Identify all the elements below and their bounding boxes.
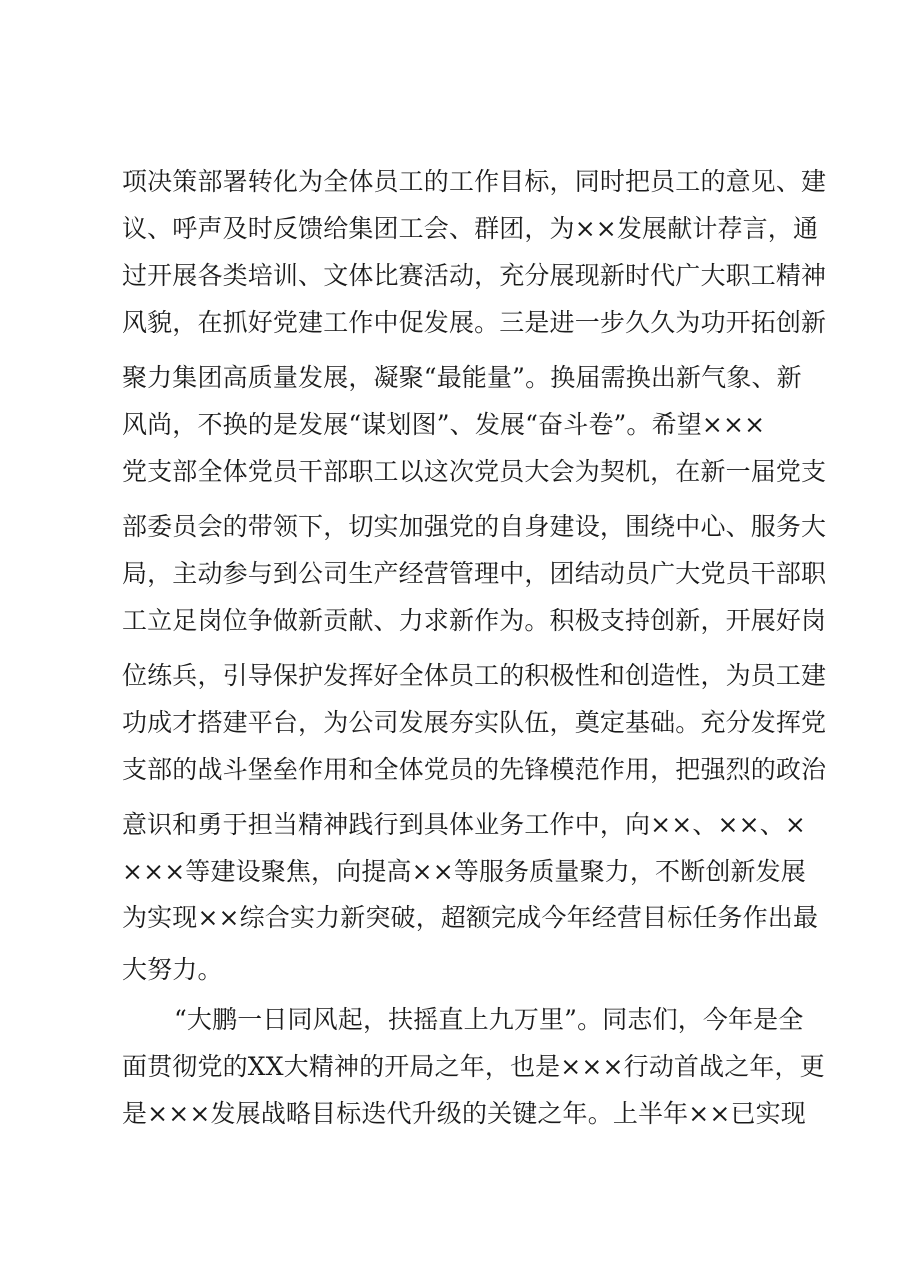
- text-line: 是×××发展战略目标迭代升级的关键之年。上半年××已实现: [122, 1099, 806, 1128]
- text-line: 党支部全体党员干部职工以这次党员大会为契机，在新一届党支: [122, 457, 827, 486]
- text-line: 风貌，在抓好党建工作中促发展。三是进一步久久为功开拓创新: [122, 308, 827, 337]
- text-line: 风尚，不换的是发展“谋划图”、发展“奋斗卷”。希望×××: [122, 410, 766, 439]
- text-line: 过开展各类培训、文体比赛活动，充分展现新时代广大职工精神: [122, 261, 827, 290]
- text-line: 聚力集团高质量发展，凝聚“最能量”。换届需换出新气象、新: [122, 363, 802, 392]
- text-line: 功成才搭建平台，为公司发展夯实队伍，奠定基础。充分发挥党: [122, 708, 827, 737]
- text-line: 工立足岗位争做新贡献、力求新作为。积极支持创新，开展好岗: [122, 606, 827, 635]
- text-line: 为实现××综合实力新突破，超额完成今年经营目标任务作出最: [122, 903, 819, 932]
- text-line: ×××等建设聚焦，向提高××等服务质量聚力，不断创新发展: [122, 857, 806, 886]
- text-line: 项决策部署转化为全体员工的工作目标，同时把员工的意见、建: [122, 167, 827, 196]
- paragraph-first-line: “大鹏一日同风起，扶摇直上九万里”。同志们，今年是全: [174, 1005, 804, 1034]
- text-line: 位练兵，引导保护发挥好全体员工的积极性和创造性，为员工建: [122, 661, 827, 690]
- text-line: 面贯彻党的XX大精神的开局之年，也是×××行动首战之年，更: [122, 1052, 825, 1081]
- text-line: 议、呼声及时反馈给集团工会、群团，为××发展献计荐言，通: [122, 214, 819, 243]
- text-line: 支部的战斗堡垒作用和全体党员的先锋模范作用，把强烈的政治: [122, 755, 827, 784]
- text-line: 意识和勇于担当精神践行到具体业务工作中，向××、××、×: [122, 810, 806, 839]
- text-line: 部委员会的带领下，切实加强党的自身建设，围绕中心、服务大: [122, 512, 827, 541]
- text-line: 大努力。: [122, 955, 223, 984]
- text-line: 局，主动参与到公司生产经营管理中，团结动员广大党员干部职: [122, 559, 827, 588]
